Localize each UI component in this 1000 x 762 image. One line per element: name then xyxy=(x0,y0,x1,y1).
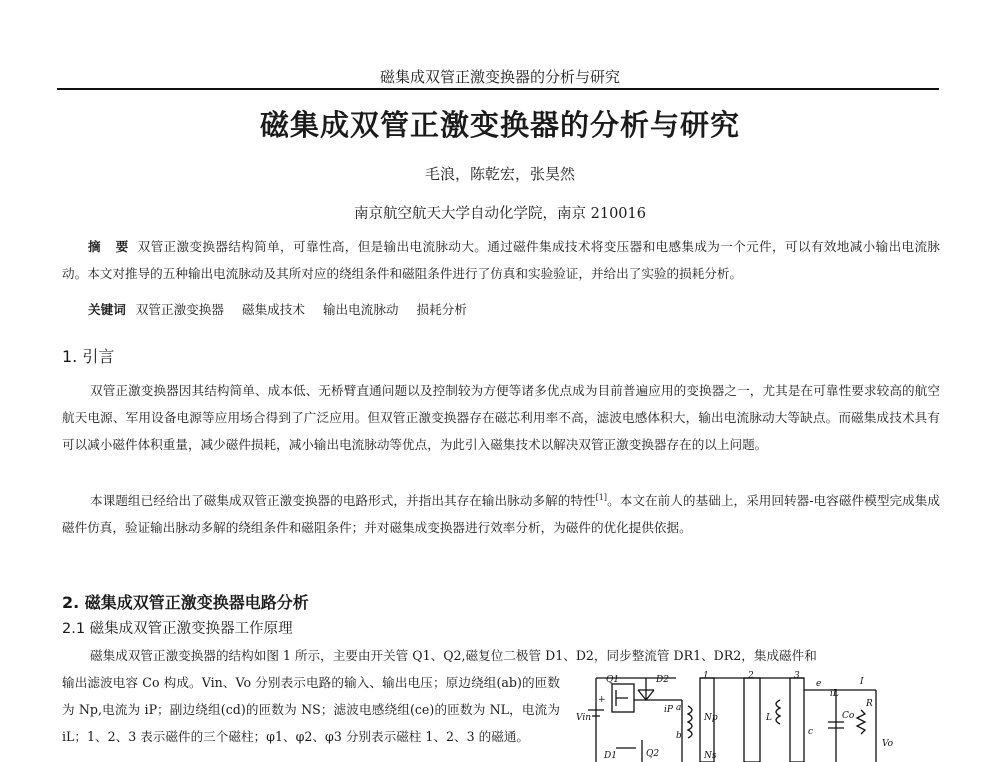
keywords-label: 关键词 xyxy=(88,302,126,317)
label-ns: Ns xyxy=(704,751,717,761)
figure-1-circuit xyxy=(576,670,906,762)
section-2-heading: 2. 磁集成双管正激变换器电路分析 xyxy=(62,593,309,612)
abstract-text: 双管正激变换器结构简单，可靠性高，但是输出电流脉动大。通过磁件集成技术将变压器和电感集成为一个元件，可以有效地减小输出电流脉动。本文对推导的五种输出电流脉动及其所对应的绕组条件和磁阻条件进行了仿真和实验验证，并给出了实验的损耗分析。 xyxy=(62,239,941,281)
section-2-1-heading: 2.1 磁集成双管正激变换器工作原理 xyxy=(62,621,293,637)
label-np: Np xyxy=(704,713,718,723)
label-vo: Vo xyxy=(882,739,894,749)
label-d2: D2 xyxy=(656,675,669,685)
keyword: 双管正激变换器 xyxy=(135,302,224,317)
affiliation: 南京航空航天大学自动化学院，南京 210016 xyxy=(354,206,646,222)
citation[interactable]: [1] xyxy=(595,493,608,502)
running-head: 磁集成双管正激变换器的分析与研究 xyxy=(379,68,620,86)
label-leg1: 1 xyxy=(703,671,709,681)
abstract xyxy=(62,233,940,287)
label-plus: + xyxy=(598,695,606,705)
label-leg3: 3 xyxy=(794,671,800,681)
label-vin: Vin xyxy=(576,713,592,723)
label-q2: Q2 xyxy=(646,749,660,759)
label-r: R xyxy=(866,699,873,709)
section-1-paragraph-1: 双管正激变换器因其结构简单、成本低、无桥臂直通问题以及控制较为方便等诸多优点成为目前普遍应用的变换器之一，尤其是在可靠性要求较高的航空航天电源、军用设备电源等应用场合得到了广泛应用。但双管正激变换器存在磁芯利用率不高，滤波电感体积大，输出电流脉动大等缺点。而磁集成技术具有可以减小磁件体积重量，减少磁件损耗，减小输出电流脉动等优点，为此引入磁集技术以解决双管正激变换器存在的以上问题。 xyxy=(62,383,940,452)
label-ip: iP xyxy=(664,705,673,715)
label-b: b xyxy=(676,731,682,741)
label-i: I xyxy=(860,677,864,687)
keyword: 输出电流脉动 xyxy=(322,302,399,317)
paragraph-text: 本课题组已经给出了磁集成双管正激变换器的电路形式，并指出其存在输出脉动多解的特性 xyxy=(90,493,596,509)
circuit-diagram xyxy=(576,670,906,762)
label-d1: D1 xyxy=(604,751,617,761)
keyword: 磁集成技术 xyxy=(241,302,305,317)
label-c: c xyxy=(808,727,814,737)
section-2-1-first-line: 磁集成双管正激变换器的结构如图 1 所示，主要由开关管 Q1、Q2,磁复位二极管 D1、D2，同步整流管 DR1、DR2，集成磁件和 xyxy=(90,648,817,663)
section-2-1-paragraph: 输出滤波电容 Co 构成。Vin、Vo 分别表示电路的输入、输出电压；原边绕组(ab)的匝数为 Np,电流为 iP；副边绕组(cd)的匝数为 NS；滤波电感绕组(ce)的匝数为 NL，电流为 iL；1、2、3 表示磁件的三个磁柱；φ1、φ2、φ3 分别表示磁柱 1、2、3 的磁通。 xyxy=(62,675,560,744)
abstract-label: 摘 要 xyxy=(88,239,134,254)
section-1-paragraph-2 xyxy=(62,484,940,541)
keyword: 损耗分析 xyxy=(416,302,467,317)
label-il: iL xyxy=(830,689,839,699)
keywords xyxy=(88,299,481,318)
label-leg2: 2 xyxy=(748,671,754,681)
section-1-heading: 1. 引言 xyxy=(62,347,115,366)
paragraph-text: 。本文在前人的基础上，采用回转器-电容磁件模型完成集成磁件仿真，验证输出脉动多解的绕组条件和磁阻条件；并对磁集成变换器进行效率分析，为磁件的优化提供依据。 xyxy=(62,493,940,536)
label-a: a xyxy=(676,703,682,713)
label-co: Co xyxy=(842,711,855,721)
label-q1: Q1 xyxy=(606,675,620,685)
authors: 毛浪，陈乾宏，张昊然 xyxy=(424,165,575,183)
paper-title: 磁集成双管正激变换器的分析与研究 xyxy=(259,108,740,142)
label-e: e xyxy=(816,679,822,689)
label-l: L xyxy=(766,713,772,723)
header-rule xyxy=(57,88,939,90)
